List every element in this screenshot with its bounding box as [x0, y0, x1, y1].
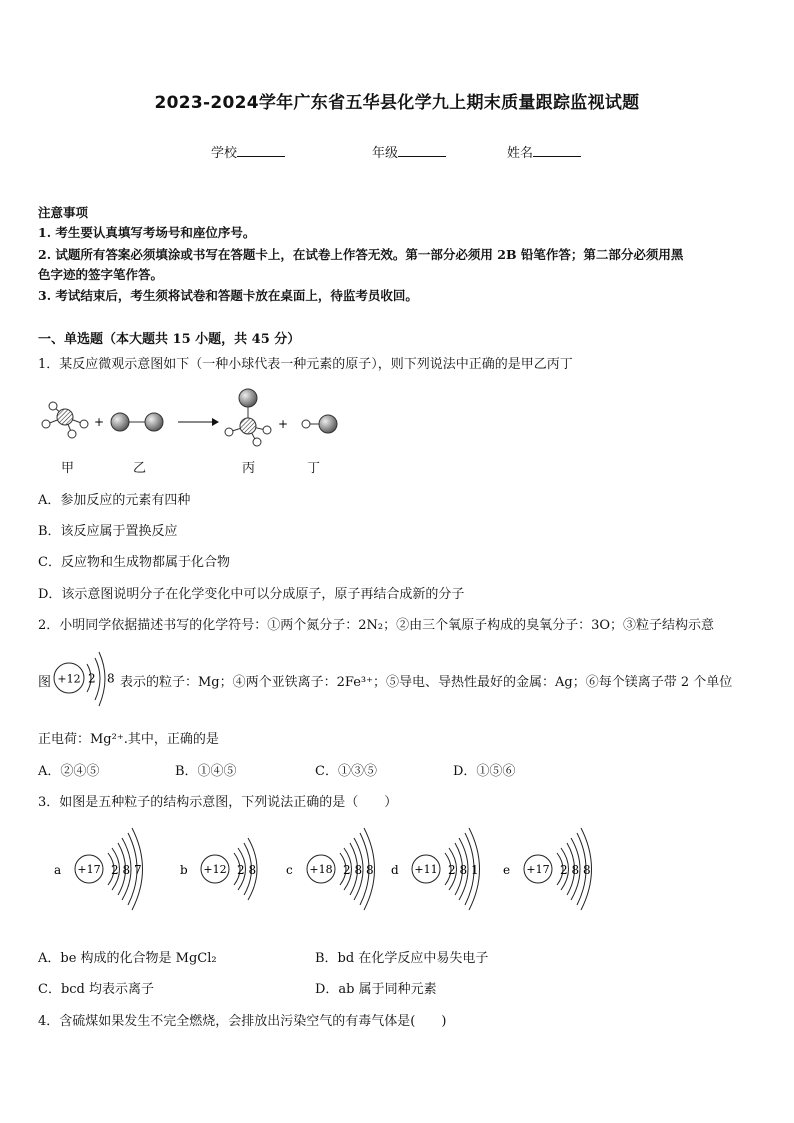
notice-item: 色字迹的签字笔作答。 — [38, 267, 164, 282]
electron-count: 2 — [560, 863, 568, 877]
particle-label: e — [503, 863, 511, 877]
particle-e — [503, 828, 592, 910]
mg-atom-structure — [51, 644, 121, 714]
q3-option-b: B．bd 在化学反应中易失电子 — [315, 951, 489, 966]
nucleus-charge: +12 — [203, 863, 227, 876]
q1-option-c: C．反应物和生成物都属于化合物 — [38, 555, 230, 570]
q2-stem-post: 表示的粒子：Mg；④两个亚铁离子：2Fe³⁺；⑤导电、导热性最好的金属：Ag；⑥每个镁离子带 2 个单位 — [120, 675, 733, 690]
reaction-arrow — [178, 418, 219, 426]
q3-option-d: D．ab 属于同种元素 — [315, 982, 437, 997]
mg-nucleus: +12 — [57, 672, 81, 686]
label-jia: 甲 — [61, 461, 75, 476]
q1-option-d: D．该示意图说明分子在化学变化中可以分成原子，原子再结合成新的分子 — [38, 587, 465, 602]
particle-label: b — [180, 863, 188, 877]
electron-count: 8 — [248, 863, 257, 877]
notice-heading: 注意事项 — [38, 205, 89, 220]
q2-option-d: D．①⑤⑥ — [453, 764, 516, 779]
particle-label: c — [286, 863, 293, 877]
particle-label: d — [391, 863, 399, 877]
electron-count: 8 — [366, 863, 374, 877]
label-bing: 丙 — [242, 461, 256, 476]
particle-structures — [38, 820, 618, 916]
q2-option-c: C．①③⑤ — [315, 764, 377, 779]
molecule-jia — [42, 402, 88, 438]
q3-option-c: C．bcd 均表示离子 — [38, 982, 155, 997]
q1-option-b: B．该反应属于置换反应 — [38, 524, 178, 539]
svg-text:+: + — [278, 417, 289, 431]
grade-field — [372, 142, 446, 161]
q1-stem: 1．某反应微观示意图如下（一种小球代表一种元素的原子），则下列说法中正确的是甲乙丙丁 — [38, 357, 573, 372]
electron-count: 8 — [459, 863, 468, 877]
q1-option-a: A．参加反应的元素有四种 — [38, 493, 191, 508]
q2-option-a: A．②④⑤ — [38, 764, 100, 779]
molecule-bing — [225, 389, 271, 446]
mg-shell-1: 2 — [88, 671, 96, 686]
q2-stem-line3: 正电荷：Mg²⁺.其中，正确的是 — [38, 732, 219, 747]
electron-count: 2 — [111, 863, 119, 877]
particle-a — [54, 828, 143, 910]
electron-count: 2 — [343, 863, 351, 877]
electron-count: 8 — [122, 863, 131, 877]
q4-stem: 4．含硫煤如果发生不完全燃烧，会排放出污染空气的有毒气体是( ) — [38, 1014, 447, 1029]
school-field — [211, 142, 285, 161]
name-field — [507, 142, 581, 161]
q2-stem-line1: 2．小明同学依据描述书写的化学符号：①两个氮分子：2N₂；②由三个氧原子构成的臭氧分子：3O；③粒子结构示意 — [38, 618, 715, 633]
electron-count: 8 — [583, 863, 591, 877]
electron-count: 7 — [134, 863, 142, 877]
label-yi: 乙 — [133, 461, 147, 476]
electron-count: 8 — [354, 863, 363, 877]
grade-label: 年级 — [372, 146, 399, 161]
section-heading: 一、单选题（本大题共 15 小题，共 45 分） — [38, 332, 301, 347]
nucleus-charge: +17 — [526, 863, 550, 876]
electron-count: 2 — [237, 863, 245, 877]
nucleus-charge: +11 — [414, 863, 438, 876]
q2-option-b: B．①④⑤ — [175, 764, 237, 779]
name-label: 姓名 — [507, 146, 534, 161]
school-blank — [237, 144, 285, 157]
notice-item: 2. 试题所有答案必须填涂或书写在答题卡上，在试卷上作答无效。第一部分必须用 2B 铅笔作答；第二部分必须用黑 — [38, 247, 684, 262]
label-ding: 丁 — [307, 461, 321, 476]
svg-text:+: + — [94, 415, 105, 429]
nucleus-charge: +18 — [309, 863, 333, 876]
electron-count: 2 — [448, 863, 456, 877]
school-label: 学校 — [211, 146, 238, 161]
molecule-yi — [111, 413, 163, 431]
mg-shell-2: 8 — [107, 671, 115, 686]
particle-b — [180, 838, 257, 900]
q2-stem-pre: 图 — [38, 675, 52, 690]
particle-c — [286, 828, 375, 910]
page-title: 2023-2024学年广东省五华县化学九上期末质量跟踪监视试题 — [154, 93, 640, 113]
particle-d — [391, 828, 480, 910]
notice-item: 3. 考试结束后，考生须将试卷和答题卡放在桌面上，待监考员收回。 — [38, 288, 418, 303]
electron-count: 8 — [571, 863, 580, 877]
nucleus-charge: +17 — [77, 863, 101, 876]
q3-option-a: A．be 构成的化合物是 MgCl₂ — [38, 951, 217, 966]
grade-blank — [398, 144, 446, 157]
molecule-ding — [302, 415, 337, 433]
notice-item: 1. 考生要认真填写考场号和座位序号。 — [38, 225, 256, 240]
electron-count: 1 — [471, 863, 479, 877]
q3-stem: 3．如图是五种粒子的结构示意图，下列说法正确的是（ ） — [38, 795, 398, 810]
particle-label: a — [54, 863, 62, 877]
name-blank — [533, 144, 581, 157]
